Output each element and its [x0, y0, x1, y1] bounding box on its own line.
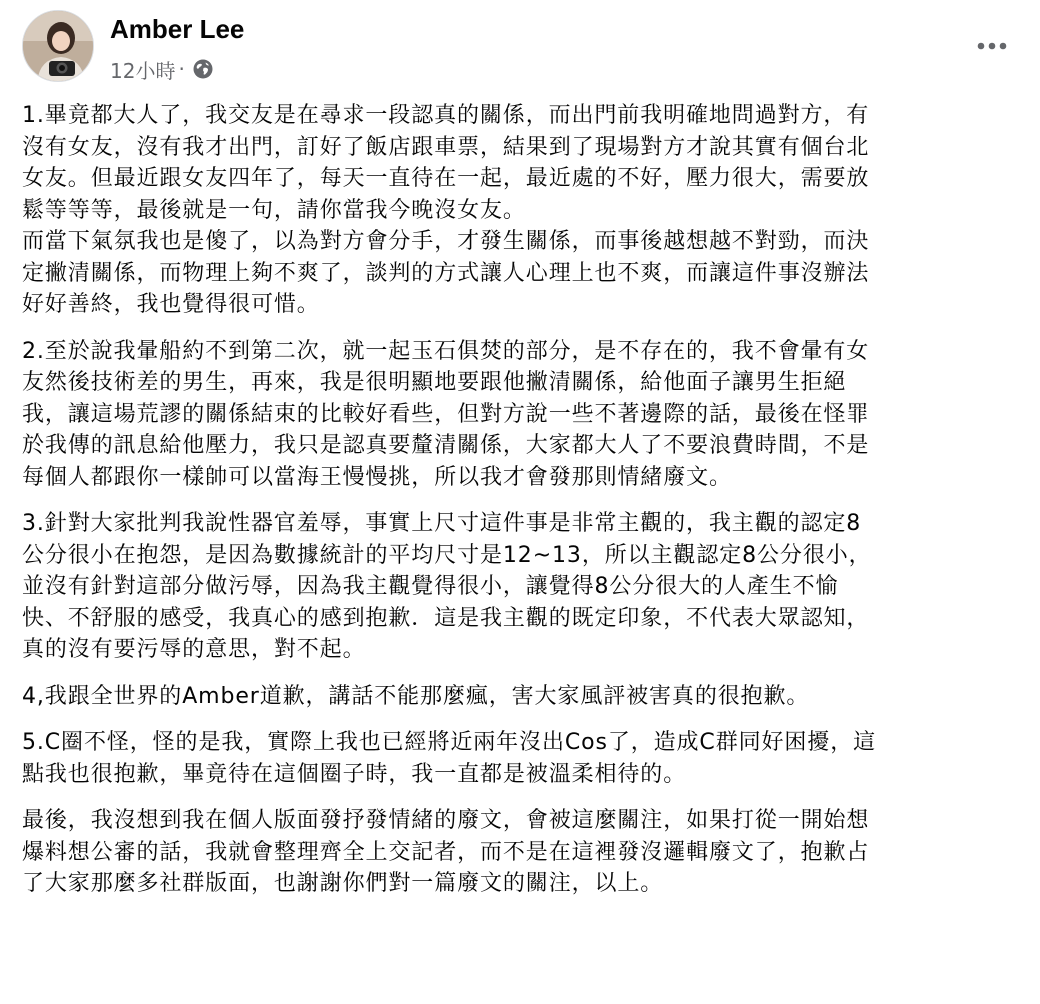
post-text-line: 1.畢竟都大人了，我交友是在尋求一段認真的關係，而出門前我明確地問過對方，有 [22, 103, 870, 128]
post-text-line: 了大家那麼多社群版面，也謝謝你們對一篇廢文的關注，以上。 [22, 871, 664, 896]
post-text-line: 於我傳的訊息給他壓力，我只是認真要釐清關係，大家都大人了不要浪費時間，不是 [22, 433, 870, 458]
post-paragraph-5 [22, 727, 1027, 790]
meta-separator: · [178, 57, 185, 81]
post-timestamp[interactable]: 12小時 [110, 58, 176, 83]
post-text-line: 定撇清關係，而物理上夠不爽了，談判的方式讓人心理上也不爽，而讓這件事沒辦法 [22, 260, 870, 286]
post-text-line: 公分很小在抱怨，是因為數據統計的平均尺寸是12~13，所以主觀認定8公分很小， [22, 542, 872, 568]
post-text-line: 最後，我沒想到我在個人版面發抒發情緒的廢文，會被這麼關注，如果打從一開始想 [22, 808, 870, 833]
more-horizontal-icon [977, 42, 1007, 50]
post-text-line: 女友。但最近跟女友四年了，每天一直待在一起，最近處的不好，壓力很大，需要放 [22, 166, 870, 191]
post-text-line: 我，讓這場荒謬的關係結束的比較好看些，但對方說一些不著邊際的話，最後在怪罪 [22, 401, 870, 427]
post-text-line: 爆料想公審的話，我就會整理齊全上交記者，而不是在這裡發沒邏輯廢文了，抱歉占 [22, 839, 870, 865]
post-text-line: 好好善終，我也覺得很可惜。 [22, 292, 320, 317]
post-text-line: 並沒有針對這部分做污辱，因為我主觀覺得很小，讓覺得8公分很大的人產生不愉 [22, 574, 839, 599]
post-paragraph-6 [22, 805, 1027, 900]
post-text-line: 快、不舒服的感受，我真心的感到抱歉．這是我主觀的既定印象，不代表大眾認知， [22, 605, 870, 631]
post-text-line: 鬆等等等，最後就是一句，請你當我今晚沒女友。 [22, 197, 526, 223]
post-paragraph-3 [22, 508, 1027, 666]
post-text-line: 每個人都跟你一樣帥可以當海王慢慢挑，所以我才會發那則情緒廢文。 [22, 464, 732, 490]
post-text-line: 而當下氣氛我也是傻了，以為對方會分手，才發生關係，而事後越想越不對勁，而決 [22, 229, 870, 254]
globe-icon[interactable] [193, 59, 213, 79]
post-body [22, 100, 1027, 915]
post-text-line: 2.至於說我暈船約不到第二次，就一起玉石俱焚的部分，是不存在的，我不會暈有女 [22, 338, 870, 364]
avatar[interactable] [22, 10, 94, 82]
post-text-line: 真的沒有要污辱的意思，對不起。 [22, 637, 366, 662]
post-text-line: 點我也很抱歉，畢竟待在這個圈子時，我一直都是被溫柔相待的。 [22, 761, 687, 787]
post-text-line: 4,我跟全世界的Amber道歉，講話不能那麼瘋，害大家風評被害真的很抱歉。 [22, 683, 810, 709]
post-text-line: 沒有女友，沒有我才出門，訂好了飯店跟車票，結果到了現場對方才說其實有個台北 [22, 134, 870, 160]
post-paragraph-2 [22, 336, 1027, 494]
post-header [0, 0, 1040, 96]
post-paragraph-1 [22, 100, 1027, 321]
post-meta [110, 55, 213, 83]
more-options-button[interactable] [964, 26, 1020, 66]
avatar-photo [23, 11, 94, 82]
author-name[interactable]: Amber Lee [110, 14, 245, 44]
post-text-line: 友然後技術差的男生，再來，我是很明顯地要跟他撇清關係，給他面子讓男生拒絕 [22, 370, 847, 395]
post-text-line: 3.針對大家批判我說性器官羞辱，事實上尺寸這件事是非常主觀的，我主觀的認定8 [22, 511, 862, 536]
post-paragraph-4 [22, 681, 1027, 713]
post-text-line: 5.C圈不怪，怪的是我，實際上我也已經將近兩年沒出Cos了，造成C群同好困擾，這 [22, 730, 876, 755]
